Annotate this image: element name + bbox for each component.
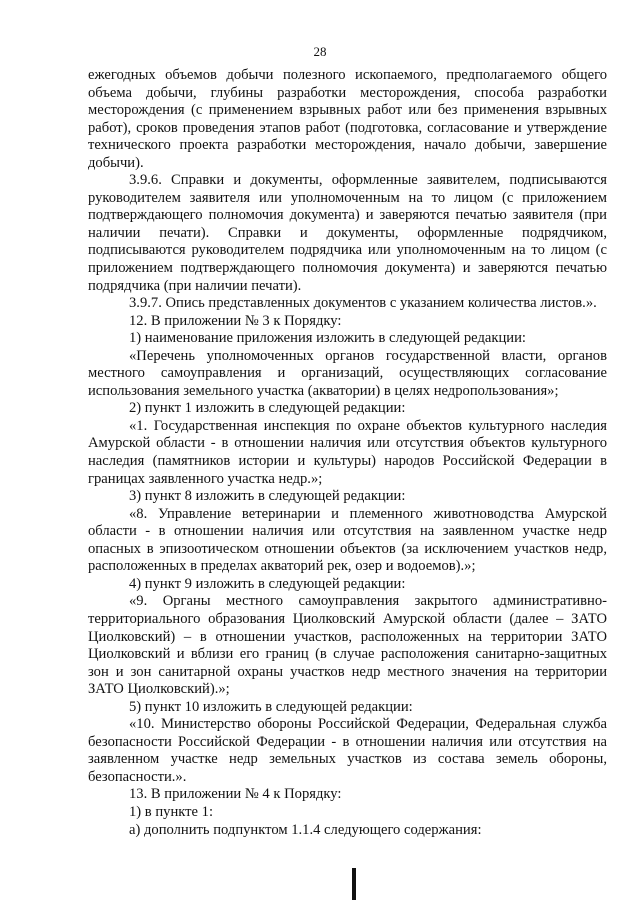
paragraph-subitem-5: 5) пункт 10 изложить в следующей редакции: [129,698,413,715]
scan-binding-mark [352,868,356,900]
paragraph-appendix-title: «Перечень уполномоченных органов государственной власти, органов местного самоуправления и организаций, осуществляющих согласование использования земельного участка (акватории) в целях недропользования»; [88,347,607,399]
paragraph-subitem-3: 3) пункт 8 изложить в следующей редакции: [129,488,406,505]
paragraph-point-1: «1. Государственная инспекция по охране объектов культурного наследия Амурской области - в отношении наличия или отсутствия объектов культурного наследия (памятников истории и культуры) народов Российской Федерации в границах заявленного участка недр.»; [88,417,607,487]
paragraph-continuation: ежегодных объемов добычи полезного ископаемого, предполагаемого общего объема добычи, глубины разработки месторождения, способа разработки месторождения (с применением взрывных работ или без применения взрывных работ), сроков проведения этапов работ (подготовка, согласование и утверждение технического проекта разработки месторождения, начало добычи, завершение добычи). [88,67,607,171]
paragraph-subitem-4: 4) пункт 9 изложить в следующей редакции: [129,575,406,592]
page-number: 28 [313,44,327,59]
paragraph-point-10: «10. Министерство обороны Российской Федерации, Федеральная служба безопасности Российской Федерации - в отношении наличия или отсутствия на заявленном участке недр земельных участков из состава земель обороны, безопасности.». [88,716,607,785]
paragraph-item-13: 13. В приложении № 4 к Порядку: [129,786,342,803]
document-body [88,67,607,839]
paragraph-item-12: 12. В приложении № 3 к Порядку: [129,312,342,329]
paragraph-3-9-6: 3.9.6. Справки и документы, оформленные заявителем, подписываются руководителем заявителя или уполномоченным на то лицом (с приложением подтверждающего полномочия документа) и заверяются печатью заявителя (при наличии печати). Справки и документы, оформленные подрядчиком, подписываются руководителем подрядчика или уполномоченным на то лицом (с приложением подтверждающего полномочия документа) и заверяются печатью подрядчика (при наличии печати). [88,172,607,294]
paragraph-3-9-7: 3.9.7. Опись представленных документов с указанием количества листов.». [129,295,597,312]
paragraph-subitem-a: а) дополнить подпунктом 1.1.4 следующего содержания: [129,821,482,838]
paragraph-subitem-point-1: 1) в пункте 1: [129,803,214,820]
paragraph-point-9: «9. Органы местного самоуправления закрытого административно-территориального образования Циолковский Амурской области (далее – ЗАТО Циолковский) – в отношении участков, расположенных на территории ЗАТО Циолковский и вблизи его границ (в случае расположения санитарно-защитных зон и зон санитарной охраны участков недр местного значения на территории ЗАТО Циолковский).»; [88,593,607,698]
paragraph-point-8: «8. Управление ветеринарии и племенного животноводства Амурской области - в отношении наличия или отсутствия на заявленном участке недр опасных в эпизоотическом отношении объектов (за исключением участков недр, расположенных в пределах акваторий рек, озер и водоемов).»; [88,505,607,575]
paragraph-subitem-1: 1) наименование приложения изложить в следующей редакции: [129,330,526,347]
paragraph-subitem-2: 2) пункт 1 изложить в следующей редакции: [129,400,406,417]
